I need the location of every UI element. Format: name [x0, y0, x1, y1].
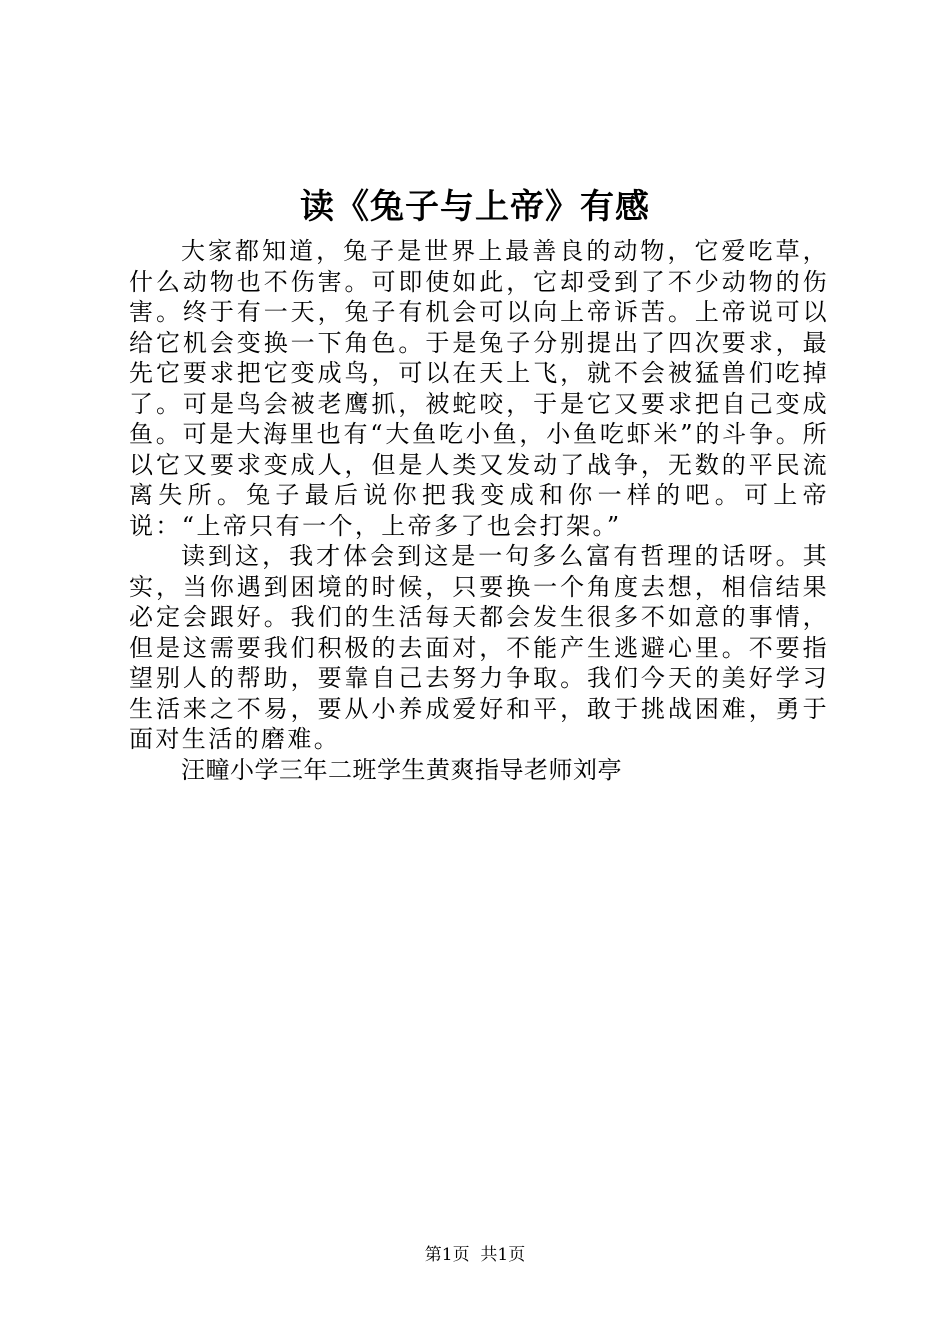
document-title: 读《兔子与上帝》有感: [300, 187, 650, 227]
page-number: 第1页: [424, 1245, 470, 1265]
document-body: [129, 236, 829, 785]
page-footer: [0, 1243, 950, 1267]
paragraph-1: 大家都知道，兔子是世界上最善良的动物，它爱吃草，什么动物也不伤害。可即使如此，它却受到了不少动物的伤害。终于有一天，兔子有机会可以向上帝诉苦。上帝说可以给它机会变换一下角色。于是兔子分别提出了四次要求，最先它要求把它变成鸟，可以在天上飞，就不会被猛兽们吃掉了。可是鸟会被老鹰抓，被蛇咬，于是它又要求把自己变成鱼。可是大海里也有“大鱼吃小鱼，小鱼吃虾米”的斗争。所以它又要求变成人，但是人类又发动了战争，无数的平民流离失所。兔子最后说你把我变成和你一样的吧。可上帝说：“上帝只有一个，上帝多了也会打架。”: [129, 237, 829, 540]
paragraph-2: 读到这，我才体会到这是一句多么富有哲理的话呀。其实，当你遇到困境的时候，只要换一个角度去想，相信结果必定会跟好。我们的生活每天都会发生很多不如意的事情，但是这需要我们积极的去面对，不能产生逃避心里。不要指望别人的帮助，要靠自己去努力争取。我们今天的美好学习生活来之不易，要从小养成爱好和平，敢于挑战困难，勇于面对生活的磨难。: [129, 542, 829, 753]
page-total: 共1页: [480, 1245, 526, 1265]
author-signature: 汪疃小学三年二班学生黄爽指导老师刘亭: [181, 755, 622, 784]
